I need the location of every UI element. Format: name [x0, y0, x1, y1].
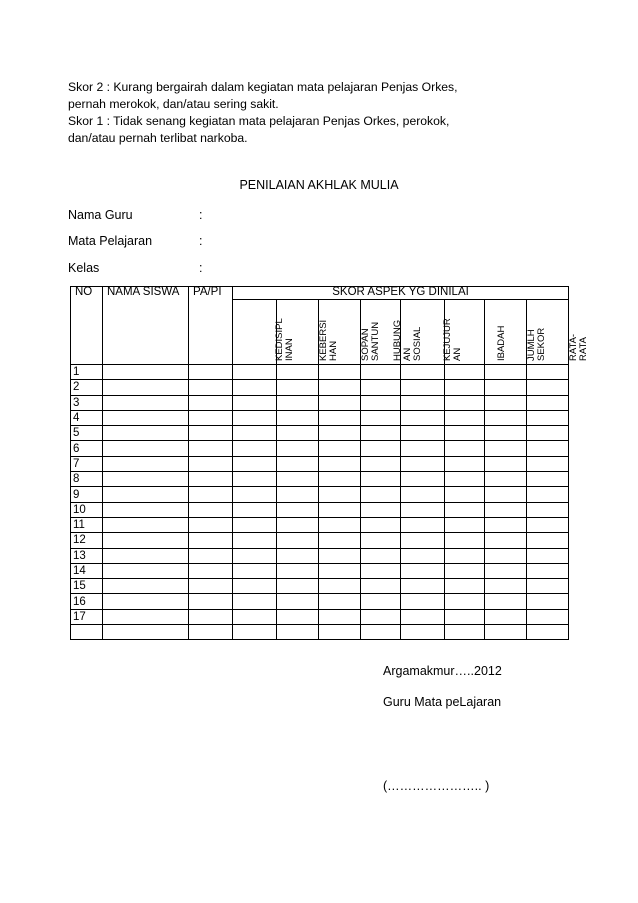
aspect-label: [527, 300, 591, 364]
row-number: 5: [71, 426, 103, 441]
table-cell: [319, 441, 361, 456]
row-number: [71, 625, 103, 640]
table-cell: [401, 609, 445, 624]
table-cell: [401, 594, 445, 609]
table-cell: [103, 380, 189, 395]
assessment-table: [70, 286, 589, 640]
table-cell: [527, 426, 569, 441]
table-cell: [401, 563, 445, 578]
intro-line: Skor 1 : Tidak senang kegiatan mata pelajaran Penjas Orkes, perokok,: [68, 114, 450, 128]
table-cell: [401, 410, 445, 425]
table-row: [71, 487, 569, 502]
aspect-label-line: KEJUJUR: [442, 318, 453, 361]
table-cell: [445, 472, 485, 487]
aspect-label-text: [569, 334, 591, 364]
table-cell: [445, 625, 485, 640]
table-cell: [361, 609, 401, 624]
table-row: [71, 380, 569, 395]
table-row: [71, 410, 569, 425]
table-cell: [401, 426, 445, 441]
row-number: 9: [71, 487, 103, 502]
table-cell: [319, 517, 361, 532]
table-cell: [527, 365, 569, 380]
table-cell: [361, 456, 401, 471]
table-cell: [361, 517, 401, 532]
aspect-label-line: SEKOR: [536, 327, 547, 361]
table-cell: [233, 487, 277, 502]
table-cell: [277, 395, 319, 410]
table-cell: [485, 533, 527, 548]
table-row: [71, 441, 569, 456]
table-cell: [527, 625, 569, 640]
table-cell: [189, 395, 233, 410]
table-cell: [445, 380, 485, 395]
aspect-label-line: SANTUN: [370, 321, 381, 361]
table-cell: [445, 365, 485, 380]
table-row: [71, 426, 569, 441]
table-cell: [401, 533, 445, 548]
table-cell: [361, 426, 401, 441]
row-number: 7: [71, 456, 103, 471]
table-cell: [233, 517, 277, 532]
table-cell: [189, 456, 233, 471]
header-no: NO: [71, 287, 103, 365]
row-number: 10: [71, 502, 103, 517]
intro-line: Skor 2 : Kurang bergairah dalam kegiatan mata pelajaran Penjas Orkes,: [68, 80, 458, 94]
table-cell: [445, 579, 485, 594]
table-cell: [277, 365, 319, 380]
row-number: 4: [71, 410, 103, 425]
table-cell: [319, 472, 361, 487]
table-cell: [401, 502, 445, 517]
table-cell: [361, 441, 401, 456]
table-cell: [233, 579, 277, 594]
table-cell: [485, 395, 527, 410]
table-cell: [527, 517, 569, 532]
intro-line: dan/atau pernah terlibat narkoba.: [68, 131, 248, 145]
table-cell: [445, 487, 485, 502]
table-cell: [401, 487, 445, 502]
row-number: 11: [71, 517, 103, 532]
table-cell: [401, 579, 445, 594]
aspect-header-cell: [485, 300, 547, 365]
table-cell: [233, 472, 277, 487]
table-cell: [485, 548, 527, 563]
table-cell: [103, 579, 189, 594]
intro-line: pernah merokok, dan/atau sering sakit.: [68, 97, 279, 111]
table-row: [71, 609, 569, 624]
table-cell: [485, 609, 527, 624]
table-cell: [277, 380, 319, 395]
table-row: [71, 517, 569, 532]
table-cell: [485, 410, 527, 425]
table-row: [71, 548, 569, 563]
table-cell: [103, 456, 189, 471]
table-cell: [401, 625, 445, 640]
row-number: 15: [71, 579, 103, 594]
table-row: [71, 365, 569, 380]
table-cell: [445, 456, 485, 471]
table-cell: [189, 502, 233, 517]
row-number: 3: [71, 395, 103, 410]
table-cell: [527, 548, 569, 563]
aspect-label-line: INAN: [284, 338, 295, 361]
table-cell: [485, 594, 527, 609]
page-title: PENILAIAN AKHLAK MULIA: [239, 178, 399, 192]
table-cell: [527, 533, 569, 548]
table-cell: [189, 579, 233, 594]
table-cell: [361, 395, 401, 410]
table-cell: [103, 441, 189, 456]
aspect-label-line: AN: [402, 347, 413, 361]
table-cell: [277, 456, 319, 471]
table-cell: [233, 426, 277, 441]
table-cell: [401, 548, 445, 563]
table-cell: [319, 487, 361, 502]
table-cell: [485, 625, 527, 640]
table-row: [71, 563, 569, 578]
table-cell: [103, 426, 189, 441]
table-cell: [189, 563, 233, 578]
table-cell: [233, 594, 277, 609]
aspect-label-line: KEBERSI: [318, 319, 329, 361]
row-number: 16: [71, 594, 103, 609]
table-cell: [103, 563, 189, 578]
table-cell: [401, 395, 445, 410]
table-cell: [485, 380, 527, 395]
table-cell: [103, 410, 189, 425]
table-cell: [277, 441, 319, 456]
aspect-label-line: HUBUNG: [392, 319, 403, 361]
aspect-header-cell: [401, 300, 463, 365]
table-cell: [527, 380, 569, 395]
table-cell: [233, 380, 277, 395]
table-cell: [527, 487, 569, 502]
table-cell: [527, 502, 569, 517]
table-cell: [277, 426, 319, 441]
table-row: [71, 594, 569, 609]
table-cell: [527, 410, 569, 425]
table-cell: [233, 563, 277, 578]
table-cell: [277, 609, 319, 624]
table-row: [71, 395, 569, 410]
row-number: 2: [71, 380, 103, 395]
aspect-label-line: HAN: [328, 340, 339, 361]
table-cell: [103, 517, 189, 532]
table-cell: [485, 487, 527, 502]
table-cell: [319, 395, 361, 410]
table-body: [71, 365, 569, 640]
table-cell: [319, 502, 361, 517]
table-cell: [445, 441, 485, 456]
table-cell: [361, 472, 401, 487]
table-cell: [103, 625, 189, 640]
table-cell: [445, 563, 485, 578]
table-cell: [189, 625, 233, 640]
table-cell: [103, 594, 189, 609]
place-date: Argamakmur…..2012: [383, 664, 502, 678]
table-cell: [277, 563, 319, 578]
table-cell: [401, 517, 445, 532]
table-cell: [485, 579, 527, 594]
row-number: 1: [71, 365, 103, 380]
table-cell: [485, 426, 527, 441]
aspect-label-line: SOPAN: [360, 328, 371, 361]
aspect-label-line: RATA: [578, 337, 589, 361]
table-cell: [401, 441, 445, 456]
row-number: 12: [71, 533, 103, 548]
table-cell: [445, 502, 485, 517]
aspect-header-cell: [274, 300, 339, 365]
table-cell: [401, 456, 445, 471]
table-cell: [527, 395, 569, 410]
table-cell: [233, 365, 277, 380]
table-cell: [233, 609, 277, 624]
header-pa-pi: PA/PI: [189, 287, 233, 365]
table-cell: [189, 609, 233, 624]
row-number: 8: [71, 472, 103, 487]
field-label-kelas: Kelas: [68, 261, 100, 275]
table-cell: [277, 579, 319, 594]
table-cell: [445, 594, 485, 609]
table-cell: [189, 487, 233, 502]
table-cell: [233, 533, 277, 548]
table-row: [71, 456, 569, 471]
table-cell: [361, 563, 401, 578]
table-cell: [233, 625, 277, 640]
header-nama-siswa: NAMA SISWA: [103, 287, 189, 365]
table-row: [71, 533, 569, 548]
row-number: 6: [71, 441, 103, 456]
table-cell: [277, 548, 319, 563]
row-number: 14: [71, 563, 103, 578]
table-cell: [361, 625, 401, 640]
table-cell: [189, 426, 233, 441]
table-cell: [401, 380, 445, 395]
table-cell: [277, 533, 319, 548]
aspect-header-cell: [361, 300, 423, 365]
table-cell: [277, 487, 319, 502]
table-cell: [527, 563, 569, 578]
table-cell: [319, 365, 361, 380]
table-cell: [189, 533, 233, 548]
table-cell: [233, 395, 277, 410]
field-colon: :: [199, 234, 203, 248]
table-cell: [485, 441, 527, 456]
table-cell: [189, 365, 233, 380]
signer-role: Guru Mata peLajaran: [383, 695, 502, 709]
table-cell: [233, 548, 277, 563]
table-cell: [189, 472, 233, 487]
table-cell: [527, 594, 569, 609]
table-row: [71, 625, 569, 640]
aspect-label-line: JUMLH: [526, 329, 537, 361]
table-cell: [319, 548, 361, 563]
table-cell: [277, 502, 319, 517]
table-cell: [485, 502, 527, 517]
table-cell: [445, 517, 485, 532]
table-cell: [361, 502, 401, 517]
table-cell: [103, 487, 189, 502]
table-cell: [485, 517, 527, 532]
table-cell: [277, 517, 319, 532]
table-cell: [445, 410, 485, 425]
aspect-header-cell: [233, 300, 295, 365]
table-cell: [277, 410, 319, 425]
table-cell: [361, 380, 401, 395]
table-cell: [319, 426, 361, 441]
table-cell: [319, 609, 361, 624]
aspect-label-line: IBADAH: [496, 325, 507, 361]
table-cell: [445, 609, 485, 624]
table-cell: [233, 410, 277, 425]
field-colon: :: [199, 208, 203, 222]
table-cell: [189, 594, 233, 609]
table-cell: [319, 380, 361, 395]
table-cell: [485, 563, 527, 578]
table-cell: [189, 441, 233, 456]
table-cell: [361, 548, 401, 563]
table-cell: [189, 410, 233, 425]
table-cell: [445, 533, 485, 548]
table-cell: [277, 594, 319, 609]
table-cell: [361, 533, 401, 548]
table-cell: [319, 625, 361, 640]
table-cell: [401, 365, 445, 380]
table-cell: [103, 365, 189, 380]
table-cell: [103, 472, 189, 487]
aspect-label-line: RATA-: [568, 333, 579, 361]
signer-name-placeholder: (………………….. ): [383, 779, 490, 793]
field-label-mata-pelajaran: Mata Pelajaran: [68, 234, 153, 248]
table-cell: [233, 502, 277, 517]
table-cell: [103, 609, 189, 624]
table-cell: [103, 548, 189, 563]
table-header-row: [71, 287, 569, 300]
aspect-header-cell: [527, 300, 589, 365]
table-cell: [445, 548, 485, 563]
table-row: [71, 472, 569, 487]
table-cell: [103, 533, 189, 548]
table-row: [71, 579, 569, 594]
table-cell: [527, 441, 569, 456]
table-cell: [361, 594, 401, 609]
table-cell: [319, 533, 361, 548]
table-cell: [189, 517, 233, 532]
row-number: 13: [71, 548, 103, 563]
table-cell: [189, 380, 233, 395]
aspect-header-cell: [442, 300, 507, 365]
table-cell: [319, 594, 361, 609]
table-cell: [485, 456, 527, 471]
table-cell: [189, 548, 233, 563]
table-cell: [361, 487, 401, 502]
aspect-label-line: AN: [452, 347, 463, 361]
table-cell: [485, 472, 527, 487]
table-cell: [319, 563, 361, 578]
table-cell: [319, 410, 361, 425]
table-cell: [485, 365, 527, 380]
row-number: 17: [71, 609, 103, 624]
field-colon: :: [199, 261, 203, 275]
header-skor-aspek: SKOR ASPEK YG DINILAI: [233, 287, 569, 300]
table-cell: [361, 365, 401, 380]
table-cell: [361, 579, 401, 594]
table-cell: [445, 426, 485, 441]
table-cell: [277, 625, 319, 640]
table-cell: [527, 579, 569, 594]
aspect-label-line: KEDISIPL: [274, 318, 285, 361]
table-cell: [319, 579, 361, 594]
table-cell: [103, 502, 189, 517]
table-cell: [233, 456, 277, 471]
table-cell: [527, 472, 569, 487]
table-cell: [527, 456, 569, 471]
table-cell: [527, 609, 569, 624]
aspect-label-line: SOSIAL: [412, 326, 423, 361]
table-cell: [361, 410, 401, 425]
aspect-header-cell: [319, 300, 381, 365]
table-cell: [103, 395, 189, 410]
field-label-nama-guru: Nama Guru: [68, 208, 133, 222]
table-cell: [401, 472, 445, 487]
table-cell: [233, 441, 277, 456]
table-cell: [445, 395, 485, 410]
table-row: [71, 502, 569, 517]
table-cell: [319, 456, 361, 471]
table-cell: [277, 472, 319, 487]
